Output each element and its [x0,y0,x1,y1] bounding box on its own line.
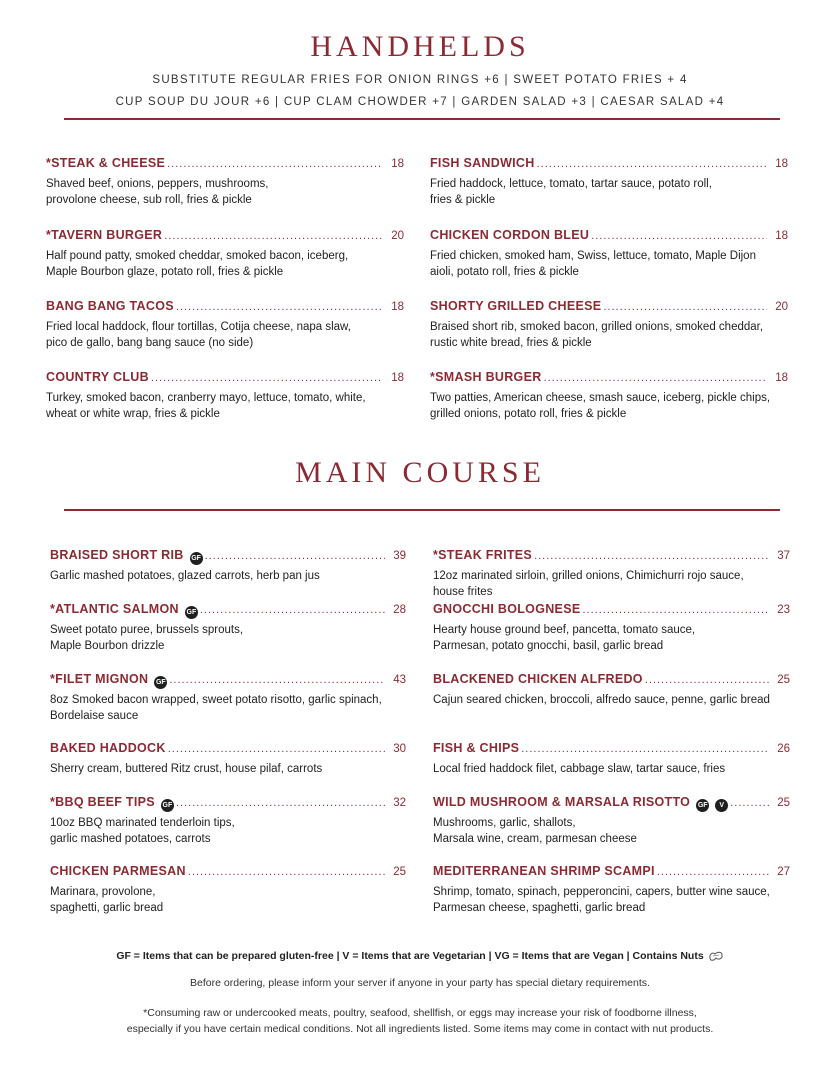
menu-item-name: *TAVERN BURGER [46,228,163,242]
menu-item [50,795,406,847]
description-line: wheat or white wrap, fries & pickle [46,408,220,420]
menu-item-name: CHICKEN PARMESAN [50,864,186,878]
menu-item-name: *STEAK FRITES [433,548,533,562]
handhelds-sides-line-1: SUBSTITUTE REGULAR FRIES FOR ONION RINGS +6 | SWEET POTATO FRIES + 4 [152,74,688,86]
description-line: Two patties, American cheese, smash sauce, iceberg, pickle chips, [430,392,771,404]
description-line: spaghetti, garlic bread [50,902,164,914]
menu-item-name: *BBQ BEEF TIPS [50,795,155,809]
description-line: house frites [433,586,493,598]
dot-leader [591,230,767,242]
menu-item-name: CHICKEN CORDON BLEU [430,228,590,242]
menu-item-description [433,884,790,916]
menu-item [433,741,790,777]
dot-leader [534,550,769,562]
menu-item [430,299,788,351]
dot-leader [645,674,769,686]
description-line: fries & pickle [430,194,496,206]
menu-item-name: BRAISED SHORT RIB [50,548,184,562]
dot-leader [167,158,383,170]
menu-item-name: *STEAK & CHEESE [46,156,166,170]
menu-item-name: BLACKENED CHICKEN ALFREDO [433,672,643,686]
menu-item-header [50,548,406,566]
menu-item-description [50,622,406,654]
disclaimer-line-2: especially if you have certain medical conditions. Not all ingredients listed. Some items may come in contact with nut products. [126,1023,714,1035]
menu-item-price: 18 [775,230,788,242]
description-line: pico de gallo, bang bang sauce (no side) [46,337,254,349]
description-line: aioli, potato roll, fries & pickle [430,266,579,278]
description-line: Bordelaise sauce [50,710,139,722]
menu-item-description [46,319,404,351]
description-line: 12oz marinated sirloin, grilled onions, Chimichurri rojo sauce, [433,570,744,582]
menu-item-price: 30 [393,743,406,755]
gluten-free-badge-icon: GF [696,799,709,812]
dot-leader [603,301,767,313]
dot-leader [200,604,385,616]
menu-item-description [433,761,790,777]
menu-item-description [430,248,788,280]
peanut-icon [708,950,724,962]
menu-item-name: *ATLANTIC SALMON [50,602,179,616]
dot-leader [537,158,768,170]
menu-item-description [50,692,406,724]
description-line: Cajun seared chicken, broccoli, alfredo sauce, penne, garlic bread [433,694,770,706]
description-line: Sherry cream, buttered Ritz crust, house pilaf, carrots [50,763,323,775]
handhelds-sides-line-2: CUP SOUP DU JOUR +6 | CUP CLAM CHOWDER +7 | GARDEN SALAD +3 | CAESAR SALAD +4 [115,96,725,108]
menu-item [46,156,404,208]
menu-item-price: 32 [393,797,406,809]
description-line: Sweet potato puree, brussels sprouts, [50,624,244,636]
menu-item-header [430,228,788,246]
menu-item-header [433,672,790,690]
menu-item-price: 25 [777,797,790,809]
description-line: Garlic mashed potatoes, glazed carrots, herb pan jus [50,570,320,582]
menu-item-header [50,741,406,759]
menu-item-price: 28 [393,604,406,616]
description-line: garlic mashed potatoes, carrots [50,833,211,845]
menu-item-description [433,815,790,847]
menu-item-name: FISH SANDWICH [430,156,535,170]
main-course-divider [64,509,780,511]
menu-item-description [50,568,406,584]
gluten-free-badge-icon: GF [185,606,198,619]
menu-item-description [433,568,790,600]
dot-leader [657,866,769,878]
menu-item-price: 25 [777,674,790,686]
menu-item-description [430,176,788,208]
description-line: Marsala wine, cream, parmesan cheese [433,833,637,845]
menu-item-header [433,864,790,882]
menu-item-price: 39 [393,550,406,562]
menu-item-description [433,692,790,708]
menu-item [433,795,790,847]
menu-item-price: 20 [391,230,404,242]
dietary-notice: Before ordering, please inform your server if anyone in your party has special dietary requirements. [190,977,650,989]
menu-item-name: COUNTRY CLUB [46,370,149,384]
menu-item-description [46,248,404,280]
menu-item-name: MEDITERRANEAN SHRIMP SCAMPI [433,864,655,878]
menu-item-description [46,390,404,422]
menu-item-header [433,795,790,813]
dot-leader [205,550,386,562]
menu-item-price: 27 [777,866,790,878]
menu-item-name: SHORTY GRILLED CHEESE [430,299,602,313]
menu-item [430,370,788,422]
dietary-legend-text: GF = Items that can be prepared gluten-free | V = Items that are Vegetarian | VG = Items that are Vegan | Contains Nuts [116,950,704,962]
menu-item-description [50,815,406,847]
menu-item-name: *FILET MIGNON [50,672,149,686]
dot-leader [544,372,768,384]
menu-item-name: FISH & CHIPS [433,741,520,755]
menu-item [46,228,404,280]
menu-item-header [433,741,790,759]
description-line: Mushrooms, garlic, shallots, [433,817,576,829]
menu-item-price: 18 [391,158,404,170]
menu-item-header [430,299,788,317]
menu-item-header [46,156,404,174]
handhelds-title: HANDHELDS [310,30,530,63]
dot-leader [169,674,385,686]
menu-item [433,864,790,916]
menu-item [50,864,406,916]
menu-item-header [430,156,788,174]
menu-item-header [50,795,406,813]
menu-item-price: 37 [777,550,790,562]
description-line: Parmesan, potato gnocchi, basil, garlic bread [433,640,664,652]
menu-item-description [430,319,788,351]
description-line: Maple Bourbon glaze, potato roll, fries & pickle [46,266,284,278]
menu-item-header [433,548,790,566]
menu-item-price: 23 [777,604,790,616]
description-line: Fried chicken, smoked ham, Swiss, lettuce, tomato, Maple Dijon [430,250,756,262]
menu-item-description [50,761,406,777]
dot-leader [188,866,385,878]
menu-item [433,602,790,654]
menu-item [433,672,790,708]
menu-item-header [46,370,404,388]
vegetarian-badge-icon: V [715,799,728,812]
menu-item-description [50,884,406,916]
menu-item-description [433,622,790,654]
dot-leader [176,797,385,809]
description-line: Fried haddock, lettuce, tomato, tartar sauce, potato roll, [430,178,712,190]
menu-item [433,548,790,600]
menu-item [46,299,404,351]
menu-item-price: 26 [777,743,790,755]
description-line: Hearty house ground beef, pancetta, tomato sauce, [433,624,696,636]
dietary-legend [0,950,840,962]
menu-item-description [430,390,788,422]
menu-item-name: BAKED HADDOCK [50,741,166,755]
menu-item-price: 20 [775,301,788,313]
dot-leader [730,797,769,809]
description-line: provolone cheese, sub roll, fries & pickle [46,194,252,206]
gluten-free-badge-icon: GF [154,676,167,689]
menu-item-name: BANG BANG TACOS [46,299,174,313]
menu-item-header [433,602,790,620]
menu-item [50,741,406,777]
dot-leader [164,230,383,242]
description-line: Local fried haddock filet, cabbage slaw, tartar sauce, fries [433,763,726,775]
menu-item-header [50,602,406,620]
menu-item [430,156,788,208]
menu-item-price: 18 [775,158,788,170]
menu-item-header [46,228,404,246]
description-line: grilled onions, potato roll, fries & pickle [430,408,627,420]
dot-leader [176,301,383,313]
menu-item-name: WILD MUSHROOM & MARSALA RISOTTO [433,795,691,809]
description-line: Fried local haddock, flour tortillas, Cotija cheese, napa slaw, [46,321,351,333]
menu-item-price: 18 [391,301,404,313]
description-line: Shrimp, tomato, spinach, pepperoncini, capers, butter wine sauce, [433,886,770,898]
menu-item-price: 18 [391,372,404,384]
description-line: Marinara, provolone, [50,886,156,898]
description-line: rustic white bread, fries & pickle [430,337,592,349]
menu-item [46,370,404,422]
menu-item-header [46,299,404,317]
menu-item-header [50,672,406,690]
description-line: 8oz Smoked bacon wrapped, sweet potato risotto, garlic spinach, [50,694,382,706]
description-line: 10oz BBQ marinated tenderloin tips, [50,817,235,829]
description-line: Shaved beef, onions, peppers, mushrooms, [46,178,269,190]
gluten-free-badge-icon: GF [190,552,203,565]
gluten-free-badge-icon: GF [161,799,174,812]
disclaimer-line-1: *Consuming raw or undercooked meats, poultry, seafood, shellfish, or eggs may increase your risk of foodborne illness, [143,1007,697,1019]
description-line: Braised short rib, smoked bacon, grilled onions, smoked cheddar, [430,321,764,333]
menu-item-name: *SMASH BURGER [430,370,542,384]
menu-item-price: 43 [393,674,406,686]
handhelds-divider [64,118,780,120]
dot-leader [168,743,385,755]
menu-item [50,548,406,584]
description-line: Maple Bourbon drizzle [50,640,165,652]
menu-item-description [46,176,404,208]
menu-item-header [430,370,788,388]
description-line: Turkey, smoked bacon, cranberry mayo, lettuce, tomato, white, [46,392,366,404]
menu-item-header [50,864,406,882]
menu-item [430,228,788,280]
menu-item [50,672,406,724]
menu-item [50,602,406,654]
menu-item-price: 25 [393,866,406,878]
description-line: Half pound patty, smoked cheddar, smoked bacon, iceberg, [46,250,349,262]
menu-item-name: GNOCCHI BOLOGNESE [433,602,581,616]
menu-item-price: 18 [775,372,788,384]
description-line: Parmesan cheese, spaghetti, garlic bread [433,902,646,914]
dot-leader [582,604,769,616]
dot-leader [151,372,383,384]
main-course-title: MAIN COURSE [295,456,545,489]
dot-leader [521,743,769,755]
